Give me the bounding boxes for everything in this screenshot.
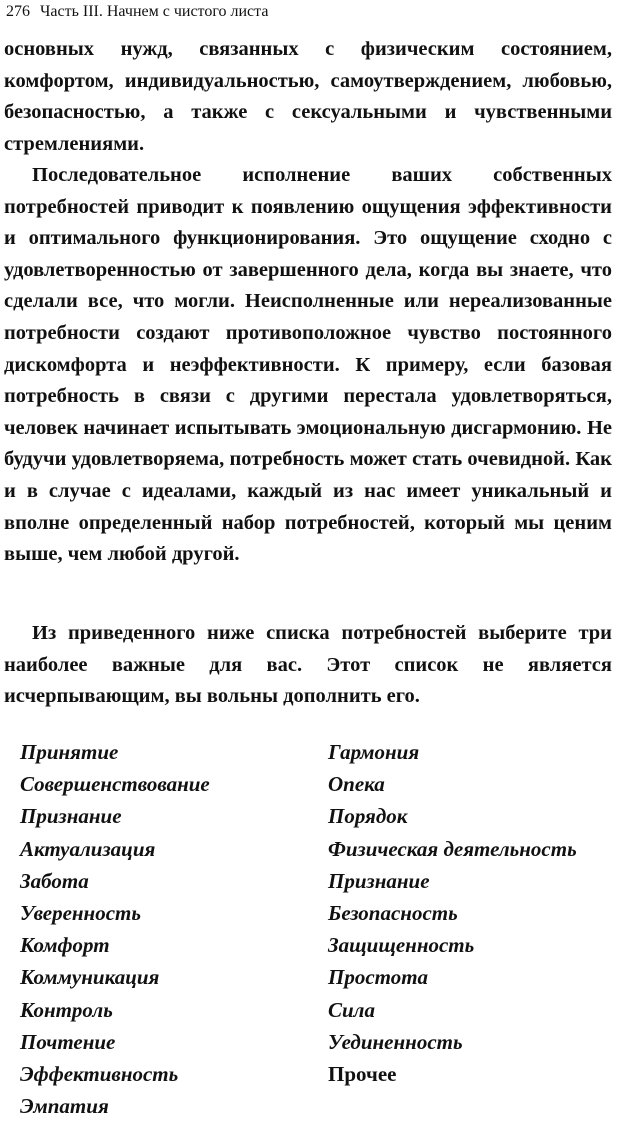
needs-list-left bbox=[20, 736, 210, 1122]
need-item: Безопасность bbox=[328, 901, 458, 926]
need-item: Принятие bbox=[20, 740, 119, 764]
need-item: Физическая деятельность bbox=[328, 836, 577, 861]
need-item: Коммуникация bbox=[20, 965, 160, 990]
need-item: Порядок bbox=[328, 804, 408, 829]
need-item: Контроль bbox=[20, 997, 113, 1022]
need-item: Простота bbox=[328, 965, 429, 990]
need-item: Забота bbox=[20, 868, 89, 893]
page-number: 276 bbox=[6, 3, 30, 20]
needs-list-right bbox=[328, 736, 577, 1090]
paragraph-needs-effect: Последовательное исполнение ваших собственных потребностей приводит к появлению ощущения эффективности и оптимального функционирования. Это ощущение сходно с удовлетворенностью от завершенного дела, когда вы знаете, что сделали все, что могли. Неисполненные или нереализованные потребности создают противоположное чувство постоянного дискомфорта и неэффективности. К примеру, если базовая потребность в связи с другими перестала удовлетворяться, человек начинает испытывать эмоциональную дисгармонию. Не будучи удовлетворяема, потребность может стать очевидной. Как и в случае с идеалами, каждый из нас имеет уникальный и вполне определенный набор потребностей, который мы ценим выше, чем любой другой. bbox=[4, 164, 612, 566]
need-item: Эффективность bbox=[20, 1062, 179, 1087]
need-item: Опека bbox=[328, 772, 385, 797]
need-item: Уверенность bbox=[20, 901, 141, 926]
need-item: Сила bbox=[328, 997, 375, 1022]
paragraph-instruction: Из приведенного ниже списка потребностей выберите три наиболее важные для вас. Этот список не является исчерпывающим, вы вольны дополнить его. bbox=[4, 622, 612, 708]
need-item-other: Прочее bbox=[328, 1062, 397, 1087]
need-item: Уединенность bbox=[328, 1029, 463, 1054]
need-item: Почтение bbox=[20, 1029, 116, 1054]
need-item: Защищенность bbox=[328, 933, 475, 958]
need-item: Совершенствование bbox=[20, 772, 210, 797]
need-item: Эмпатия bbox=[20, 1094, 109, 1119]
running-header bbox=[6, 3, 268, 21]
need-item: Признание bbox=[328, 868, 430, 893]
running-title: Часть III. Начнем с чистого листа bbox=[40, 3, 269, 20]
need-item: Признание bbox=[20, 804, 122, 829]
need-item: Гармония bbox=[328, 740, 420, 764]
paragraph-continued: основных нужд, связанных с физическим состоянием, комфортом, индивидуальностью, самоутверждением, любовью, безопасностью, а также с сексуальными и чувственными стремлениями. bbox=[4, 38, 612, 155]
need-item: Комфорт bbox=[20, 933, 110, 958]
need-item: Актуализация bbox=[20, 836, 156, 861]
